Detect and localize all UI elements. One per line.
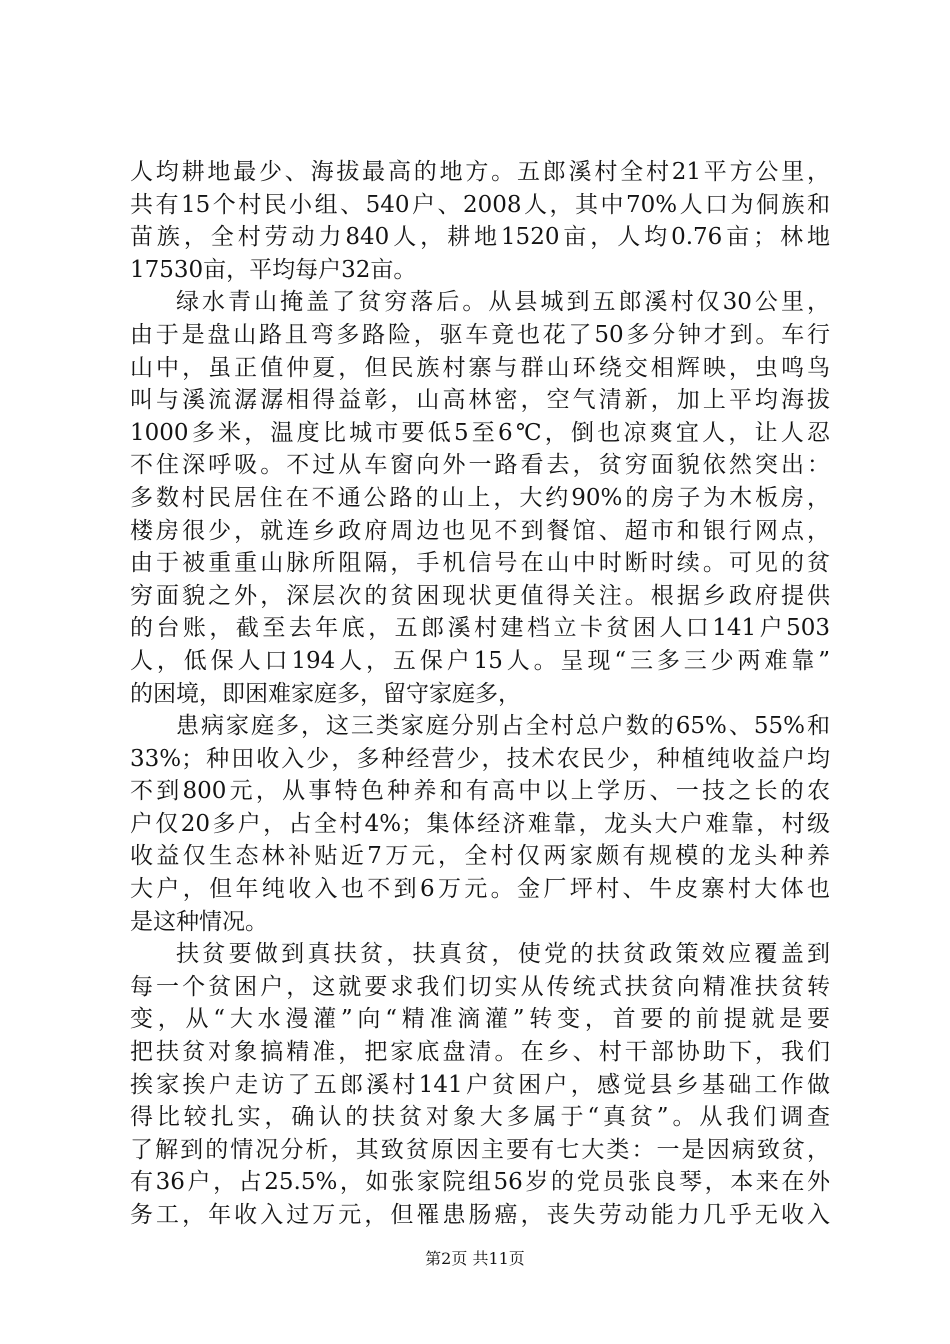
text-line: 挨家挨户走访了五郎溪村141户贫困户，感觉县乡基础工作做 xyxy=(130,1071,830,1098)
text-line: 由于被重重山脉所阻隔，手机信号在山中时断时续。可见的贫 xyxy=(130,550,830,577)
text-line: 患病家庭多，这三类家庭分别占全村总户数的65%、55%和 xyxy=(176,713,830,740)
body-text xyxy=(130,156,830,1232)
text-line: 33%；种田收入少，多种经营少，技术农民少，种植纯收益户均 xyxy=(130,745,830,772)
text-line: 叫与溪流潺潺相得益彰，山高林密，空气清新，加上平均海拔 xyxy=(130,387,830,414)
text-line: 得比较扎实，确认的扶贫对象大多属于“真贫”。从我们调查 xyxy=(130,1104,830,1131)
text-line: 不住深呼吸。不过从车窗向外一路看去，贫穷面貌依然突出： xyxy=(130,452,830,479)
text-line: 把扶贫对象搞精准，把家底盘清。在乡、村干部协助下，我们 xyxy=(130,1039,830,1066)
text-line: 扶贫要做到真扶贫，扶真贫，使党的扶贫政策效应覆盖到 xyxy=(176,941,830,968)
text-line: 的台账，截至去年底，五郎溪村建档立卡贫困人口141户503 xyxy=(130,615,830,642)
text-line: 绿水青山掩盖了贫穷落后。从县城到五郎溪村仅30公里， xyxy=(176,289,830,316)
text-line: 1000多米，温度比城市要低5至6℃，倒也凉爽宜人，让人忍 xyxy=(130,419,830,446)
text-line: 17530亩，平均每户32亩。 xyxy=(130,256,417,283)
text-line: 楼房很少，就连乡政府周边也见不到餐馆、超市和银行网点， xyxy=(130,517,830,544)
text-line: 苗族，全村劳动力840人，耕地1520亩，人均0.76亩；林地 xyxy=(130,224,830,251)
page-footer: 第2页 共11页 xyxy=(425,1249,525,1268)
text-line: 大户，但年纯收入也不到6万元。金厂坪村、牛皮寨村大体也 xyxy=(130,876,830,903)
text-line: 收益仅生态林补贴近7万元，全村仅两家颇有规模的龙头种养 xyxy=(130,843,830,870)
text-line: 有36户，占25.5%，如张家院组56岁的党员张良琴，本来在外 xyxy=(130,1169,830,1196)
text-line: 的困境，即困难家庭多，留守家庭多， xyxy=(130,680,521,707)
text-line: 山中，虽正值仲夏，但民族村寨与群山环绕交相辉映，虫鸣鸟 xyxy=(130,354,830,381)
text-line: 户仅20多户，占全村4%；集体经济难靠，龙头大户难靠，村级 xyxy=(130,810,830,837)
text-line: 务工，年收入过万元，但罹患肠癌，丧失劳动能力几乎无收入 xyxy=(130,1202,830,1228)
text-line: 由于是盘山路且弯多路险，驱车竟也花了50多分钟才到。车行 xyxy=(130,321,830,348)
text-line: 共有15个村民小组、540户、2008人，其中70%人口为侗族和 xyxy=(130,191,830,218)
text-line: 穷面貌之外，深层次的贫困现状更值得关注。根据乡政府提供 xyxy=(130,582,830,609)
text-line: 不到800元，从事特色种养和有高中以上学历、一技之长的农 xyxy=(130,778,830,805)
text-line: 每一个贫困户，这就要求我们切实从传统式扶贫向精准扶贫转 xyxy=(130,973,830,1000)
text-line: 人，低保人口194人，五保户15人。呈现“三多三少两难靠” xyxy=(130,647,830,674)
text-line: 多数村民居住在不通公路的山上，大约90%的房子为木板房， xyxy=(130,484,830,511)
text-line: 人均耕地最少、海拔最高的地方。五郎溪村全村21平方公里， xyxy=(130,159,830,185)
text-line: 是这种情况。 xyxy=(130,908,268,935)
text-line: 了解到的情况分析，其致贫原因主要有七大类：一是因病致贫， xyxy=(130,1136,830,1163)
text-line: 变，从“大水漫灌”向“精准滴灌”转变，首要的前提就是要 xyxy=(130,1006,830,1033)
